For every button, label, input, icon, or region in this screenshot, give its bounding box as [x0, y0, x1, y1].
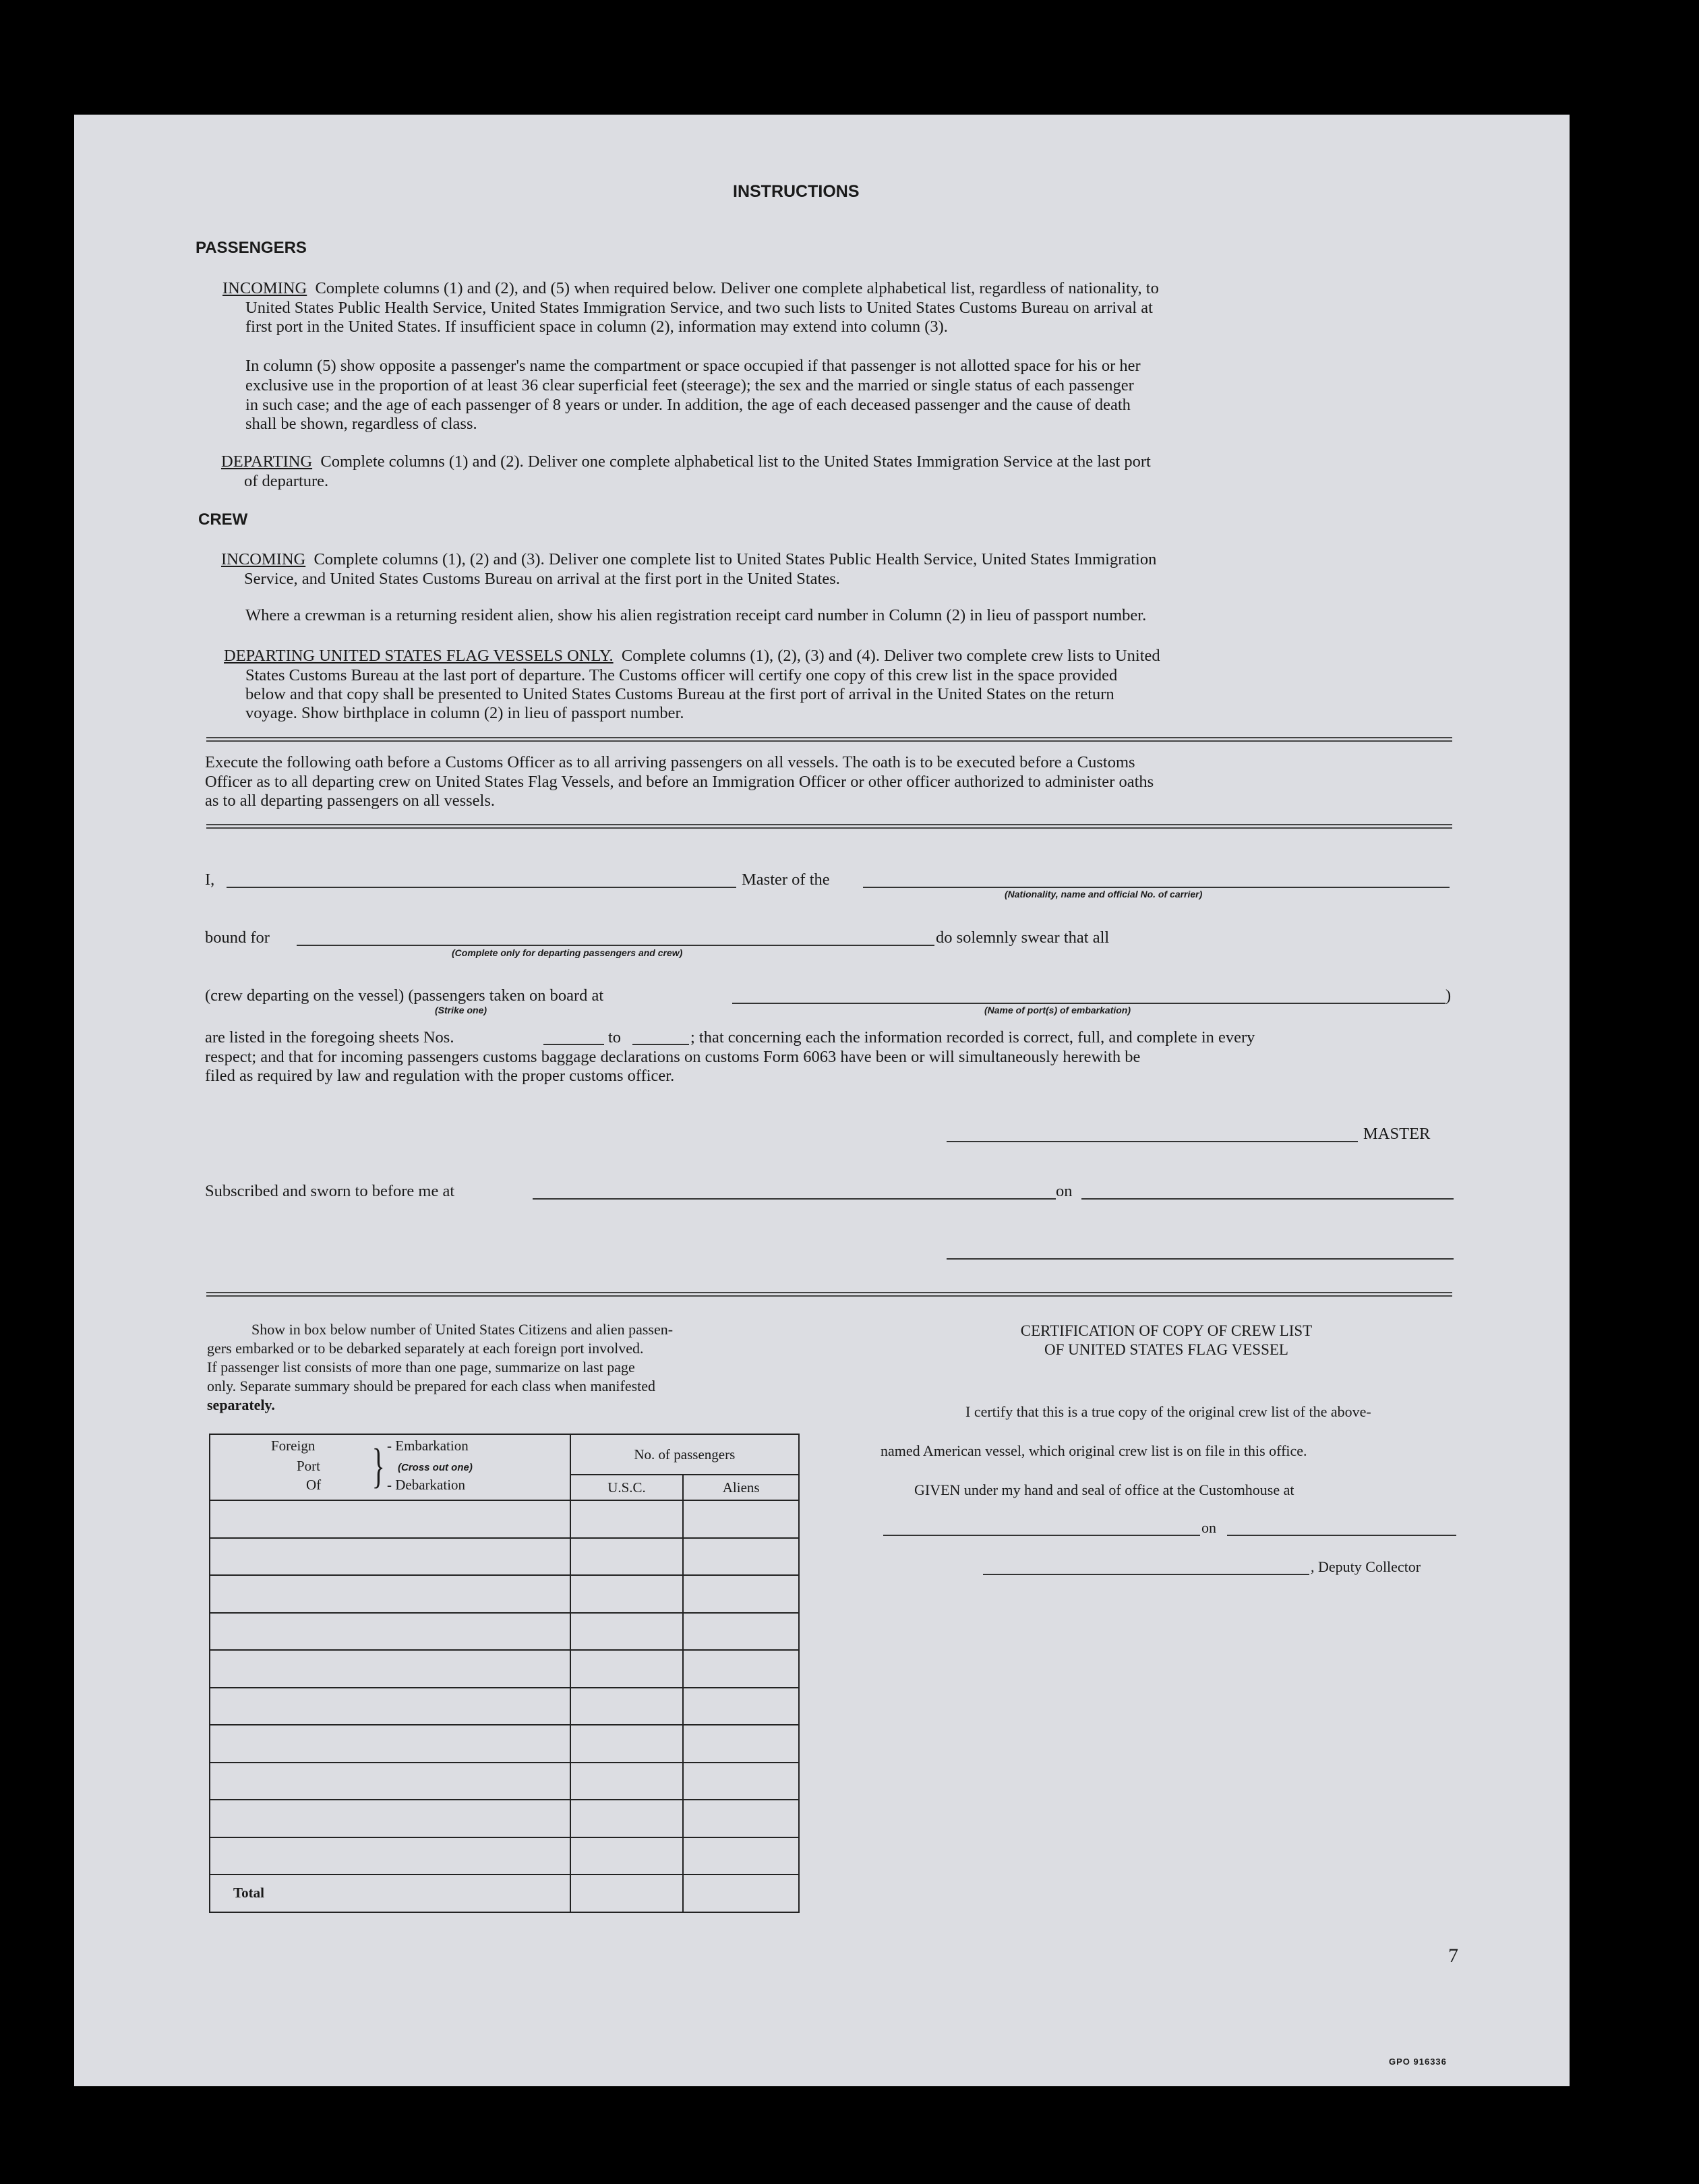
col-cross: (Cross out one) — [398, 1462, 473, 1473]
usc-cell[interactable] — [570, 1763, 684, 1800]
column5-line-3: in such case; and the age of each passenger of 8 years or under. In addition, the age of each deceased passenger and the cause of death — [245, 396, 1131, 414]
sheet-from-field[interactable] — [543, 1044, 604, 1045]
col-foreign: Foreign — [271, 1438, 316, 1454]
passengers-incoming-line-1: INCOMING Complete columns (1) and (2), and (5) when required below. Deliver one complete alphabetical list, regardless of nationality, to — [222, 279, 1159, 297]
passengers-incoming-line-3: first port in the United States. If insufficient space in column (2), information may extend into column (3). — [245, 318, 948, 336]
aliens-cell[interactable] — [683, 1575, 799, 1613]
num-passengers-header: No. of passengers — [570, 1434, 799, 1475]
master-signature-field[interactable] — [947, 1141, 1358, 1142]
usc-cell[interactable] — [570, 1613, 684, 1651]
listed-line-2: respect; and that for incoming passengers customs baggage declarations on customs Form 6063 have been or will simultaneously herewith be — [205, 1048, 1141, 1066]
summary-note-3: If passenger list consists of more than one page, summarize on last page — [207, 1359, 635, 1376]
ports-note: (Name of port(s) of embarkation) — [984, 1005, 1131, 1015]
cert-text-3: GIVEN under my hand and seal of office at the Customhouse at — [914, 1481, 1294, 1498]
summary-note-1: Show in box below number of United States Citizens and alien passen- — [251, 1321, 674, 1338]
crew-incoming-line-1: INCOMING Complete columns (1), (2) and (3). Deliver one complete list to United States Public Health Service, United States Immigration — [221, 550, 1157, 568]
column5-line-2: exclusive use in the proportion of at least 36 clear superficial feet (steerage); the sex and the married or single status of each passenger — [245, 376, 1134, 394]
oath-intro-line-3: as to all departing passengers on all vessels. — [205, 792, 496, 810]
table-row — [210, 1650, 799, 1688]
divider-1 — [206, 737, 1452, 742]
ports-field[interactable] — [732, 1003, 1445, 1004]
strike-note: (Strike one) — [435, 1005, 487, 1015]
crew-departing-line-4: voyage. Show birthplace in column (2) in lieu of passport number. — [245, 704, 684, 722]
cert-title — [883, 1322, 1450, 1359]
passengers-incoming-label: INCOMING — [222, 279, 307, 297]
usc-cell[interactable] — [570, 1800, 684, 1837]
subscribed-label: Subscribed and sworn to before me at — [205, 1182, 455, 1200]
table-row — [210, 1500, 799, 1538]
listed-to-label: to — [608, 1028, 622, 1046]
subscribed-date-field[interactable] — [1081, 1198, 1454, 1200]
port-header-cell — [210, 1434, 570, 1500]
aliens-header: Aliens — [683, 1475, 799, 1500]
bound-for-label: bound for — [205, 928, 270, 947]
usc-cell[interactable] — [570, 1500, 684, 1538]
aliens-cell[interactable] — [683, 1800, 799, 1837]
cert-text-2: named American vessel, which original crew list is on file in this office. — [881, 1442, 1307, 1459]
aliens-cell[interactable] — [683, 1837, 799, 1875]
listed-line-1b: ; that concerning each the information recorded is correct, full, and complete in every — [690, 1028, 1255, 1046]
port-cell[interactable] — [210, 1575, 570, 1613]
cert-title-2: OF UNITED STATES FLAG VESSEL — [1044, 1341, 1288, 1358]
port-cell[interactable] — [210, 1837, 570, 1875]
passengers-departing-line-2: of departure. — [244, 472, 329, 490]
port-cell[interactable] — [210, 1650, 570, 1688]
aliens-cell[interactable] — [683, 1650, 799, 1688]
crew-incoming-label: INCOMING — [221, 550, 306, 568]
bound-for-field[interactable] — [297, 945, 934, 946]
aliens-cell[interactable] — [683, 1613, 799, 1651]
master-label: MASTER — [1363, 1125, 1431, 1143]
usc-cell[interactable] — [570, 1688, 684, 1725]
crew-departing-line-1: DEPARTING UNITED STATES FLAG VESSELS ONLY. Complete columns (1), (2), (3) and (4). Deliver two complete crew lists to United — [224, 647, 1160, 665]
customhouse-field[interactable] — [883, 1535, 1200, 1536]
cert-on-label: on — [1201, 1519, 1216, 1536]
subscribed-on-label: on — [1056, 1182, 1073, 1200]
deputy-label: , Deputy Collector — [1311, 1558, 1421, 1575]
passengers-incoming-line-2: United States Public Health Service, United States Immigration Service, and two such lists to United States Customs Bureau on arrival at — [245, 299, 1153, 317]
close-paren: ) — [1445, 986, 1452, 1005]
total-label: Total — [210, 1875, 570, 1912]
swear-label: do solemnly swear that all — [936, 928, 1110, 947]
usc-cell[interactable] — [570, 1837, 684, 1875]
table-row — [210, 1837, 799, 1875]
port-cell[interactable] — [210, 1763, 570, 1800]
col-of: Of — [306, 1477, 322, 1493]
crew-departing-label-oath: (crew departing on the vessel) (passengers taken on board at — [205, 986, 604, 1005]
listed-line-1a: are listed in the foregoing sheets Nos. — [205, 1028, 454, 1046]
oath-intro-line-2: Officer as to all departing crew on United States Flag Vessels, and before an Immigration Officer or other officer authorized to administer oaths — [205, 773, 1154, 791]
subscribed-location-field[interactable] — [533, 1198, 1056, 1200]
aliens-cell[interactable] — [683, 1763, 799, 1800]
crew-heading: CREW — [198, 510, 248, 529]
bound-for-note: (Complete only for departing passengers and crew) — [452, 947, 683, 958]
master-of-label: Master of the — [742, 870, 830, 889]
table-row — [210, 1763, 799, 1800]
crew-resident-text: Where a crewman is a returning resident alien, show his alien registration receipt card number in Column (2) in lieu of passport number. — [245, 606, 1147, 624]
crew-departing-label: DEPARTING UNITED STATES FLAG VESSELS ONLY. — [224, 647, 614, 665]
port-cell[interactable] — [210, 1500, 570, 1538]
oath-intro-line-1: Execute the following oath before a Customs Officer as to all arriving passengers on all vessels. The oath is to be executed before a Customs — [205, 753, 1135, 771]
oath-i-label: I, — [205, 870, 215, 889]
port-cell[interactable] — [210, 1688, 570, 1725]
aliens-total-cell[interactable] — [683, 1875, 799, 1912]
aliens-cell[interactable] — [683, 1688, 799, 1725]
total-row — [210, 1875, 799, 1912]
aliens-cell[interactable] — [683, 1538, 799, 1576]
usc-total-cell[interactable] — [570, 1875, 684, 1912]
carrier-note: (Nationality, name and official No. of carrier) — [1005, 889, 1203, 899]
cert-title-1: CERTIFICATION OF COPY OF CREW LIST — [1020, 1322, 1313, 1339]
crew-departing-line-3: below and that copy shall be presented to United States Customs Bureau at the first port of arrival in the United States on the return — [245, 685, 1114, 703]
col-embark: - Embarkation — [387, 1438, 469, 1454]
table-header-row — [210, 1434, 799, 1475]
column5-line-1: In column (5) show opposite a passenger's name the compartment or space occupied if that passenger is not allotted space for his or her — [245, 357, 1141, 375]
master-name-field[interactable] — [227, 887, 736, 888]
divider-3 — [206, 1292, 1452, 1297]
cert-text-1: I certify that this is a true copy of the original crew list of the above- — [965, 1403, 1371, 1420]
table-row — [210, 1538, 799, 1576]
table-row — [210, 1613, 799, 1651]
col-debark: - Debarkation — [387, 1477, 466, 1493]
summary-notes — [207, 1320, 800, 1415]
form-page — [74, 115, 1570, 2086]
usc-cell[interactable] — [570, 1575, 684, 1613]
summary-note-4: only. Separate summary should be prepared for each class when manifested — [207, 1378, 656, 1394]
aliens-cell[interactable] — [683, 1500, 799, 1538]
aliens-cell[interactable] — [683, 1725, 799, 1763]
sheet-to-field[interactable] — [632, 1044, 689, 1045]
passengers-heading: PASSENGERS — [196, 239, 307, 257]
brace-icon: } — [371, 1439, 385, 1493]
usc-cell[interactable] — [570, 1725, 684, 1763]
summary-note-2: gers embarked or to be debarked separately at each foreign port involved. — [207, 1340, 644, 1357]
gpo-code: GPO 916336 — [1389, 2057, 1447, 2067]
usc-header: U.S.C. — [570, 1475, 684, 1500]
passengers-departing-line-1: DEPARTING Complete columns (1) and (2). Deliver one complete alphabetical list to the United States Immigration Service at the last port — [221, 452, 1151, 471]
usc-cell[interactable] — [570, 1650, 684, 1688]
table-row — [210, 1725, 799, 1763]
passengers-departing-label: DEPARTING — [221, 452, 313, 471]
usc-cell[interactable] — [570, 1538, 684, 1576]
listed-line-3: filed as required by law and regulation with the proper customs officer. — [205, 1067, 675, 1085]
column5-line-4: shall be shown, regardless of class. — [245, 415, 477, 433]
crew-incoming-line-2: Service, and United States Customs Bureau on arrival at the first port in the United States. — [244, 570, 840, 588]
port-cell[interactable] — [210, 1725, 570, 1763]
table-row — [210, 1575, 799, 1613]
col-port: Port — [297, 1458, 321, 1474]
cert-date-field[interactable] — [1227, 1535, 1456, 1536]
port-cell[interactable] — [210, 1538, 570, 1576]
crew-departing-line-2: States Customs Bureau at the last port of departure. The Customs officer will certify one copy of this crew list in the space provided — [245, 666, 1118, 684]
divider-2 — [206, 824, 1452, 829]
page-number: 7 — [1448, 1945, 1458, 1967]
table-row — [210, 1688, 799, 1725]
deputy-signature-field[interactable] — [983, 1574, 1309, 1575]
passenger-summary-table — [209, 1434, 800, 1913]
instructions-title: INSTRUCTIONS — [733, 182, 860, 201]
table-row — [210, 1800, 799, 1837]
summary-note-5: separately. — [207, 1396, 275, 1413]
officer-signature-field[interactable] — [947, 1258, 1454, 1260]
carrier-field[interactable] — [863, 887, 1450, 888]
port-cell[interactable] — [210, 1613, 570, 1651]
port-cell[interactable] — [210, 1800, 570, 1837]
